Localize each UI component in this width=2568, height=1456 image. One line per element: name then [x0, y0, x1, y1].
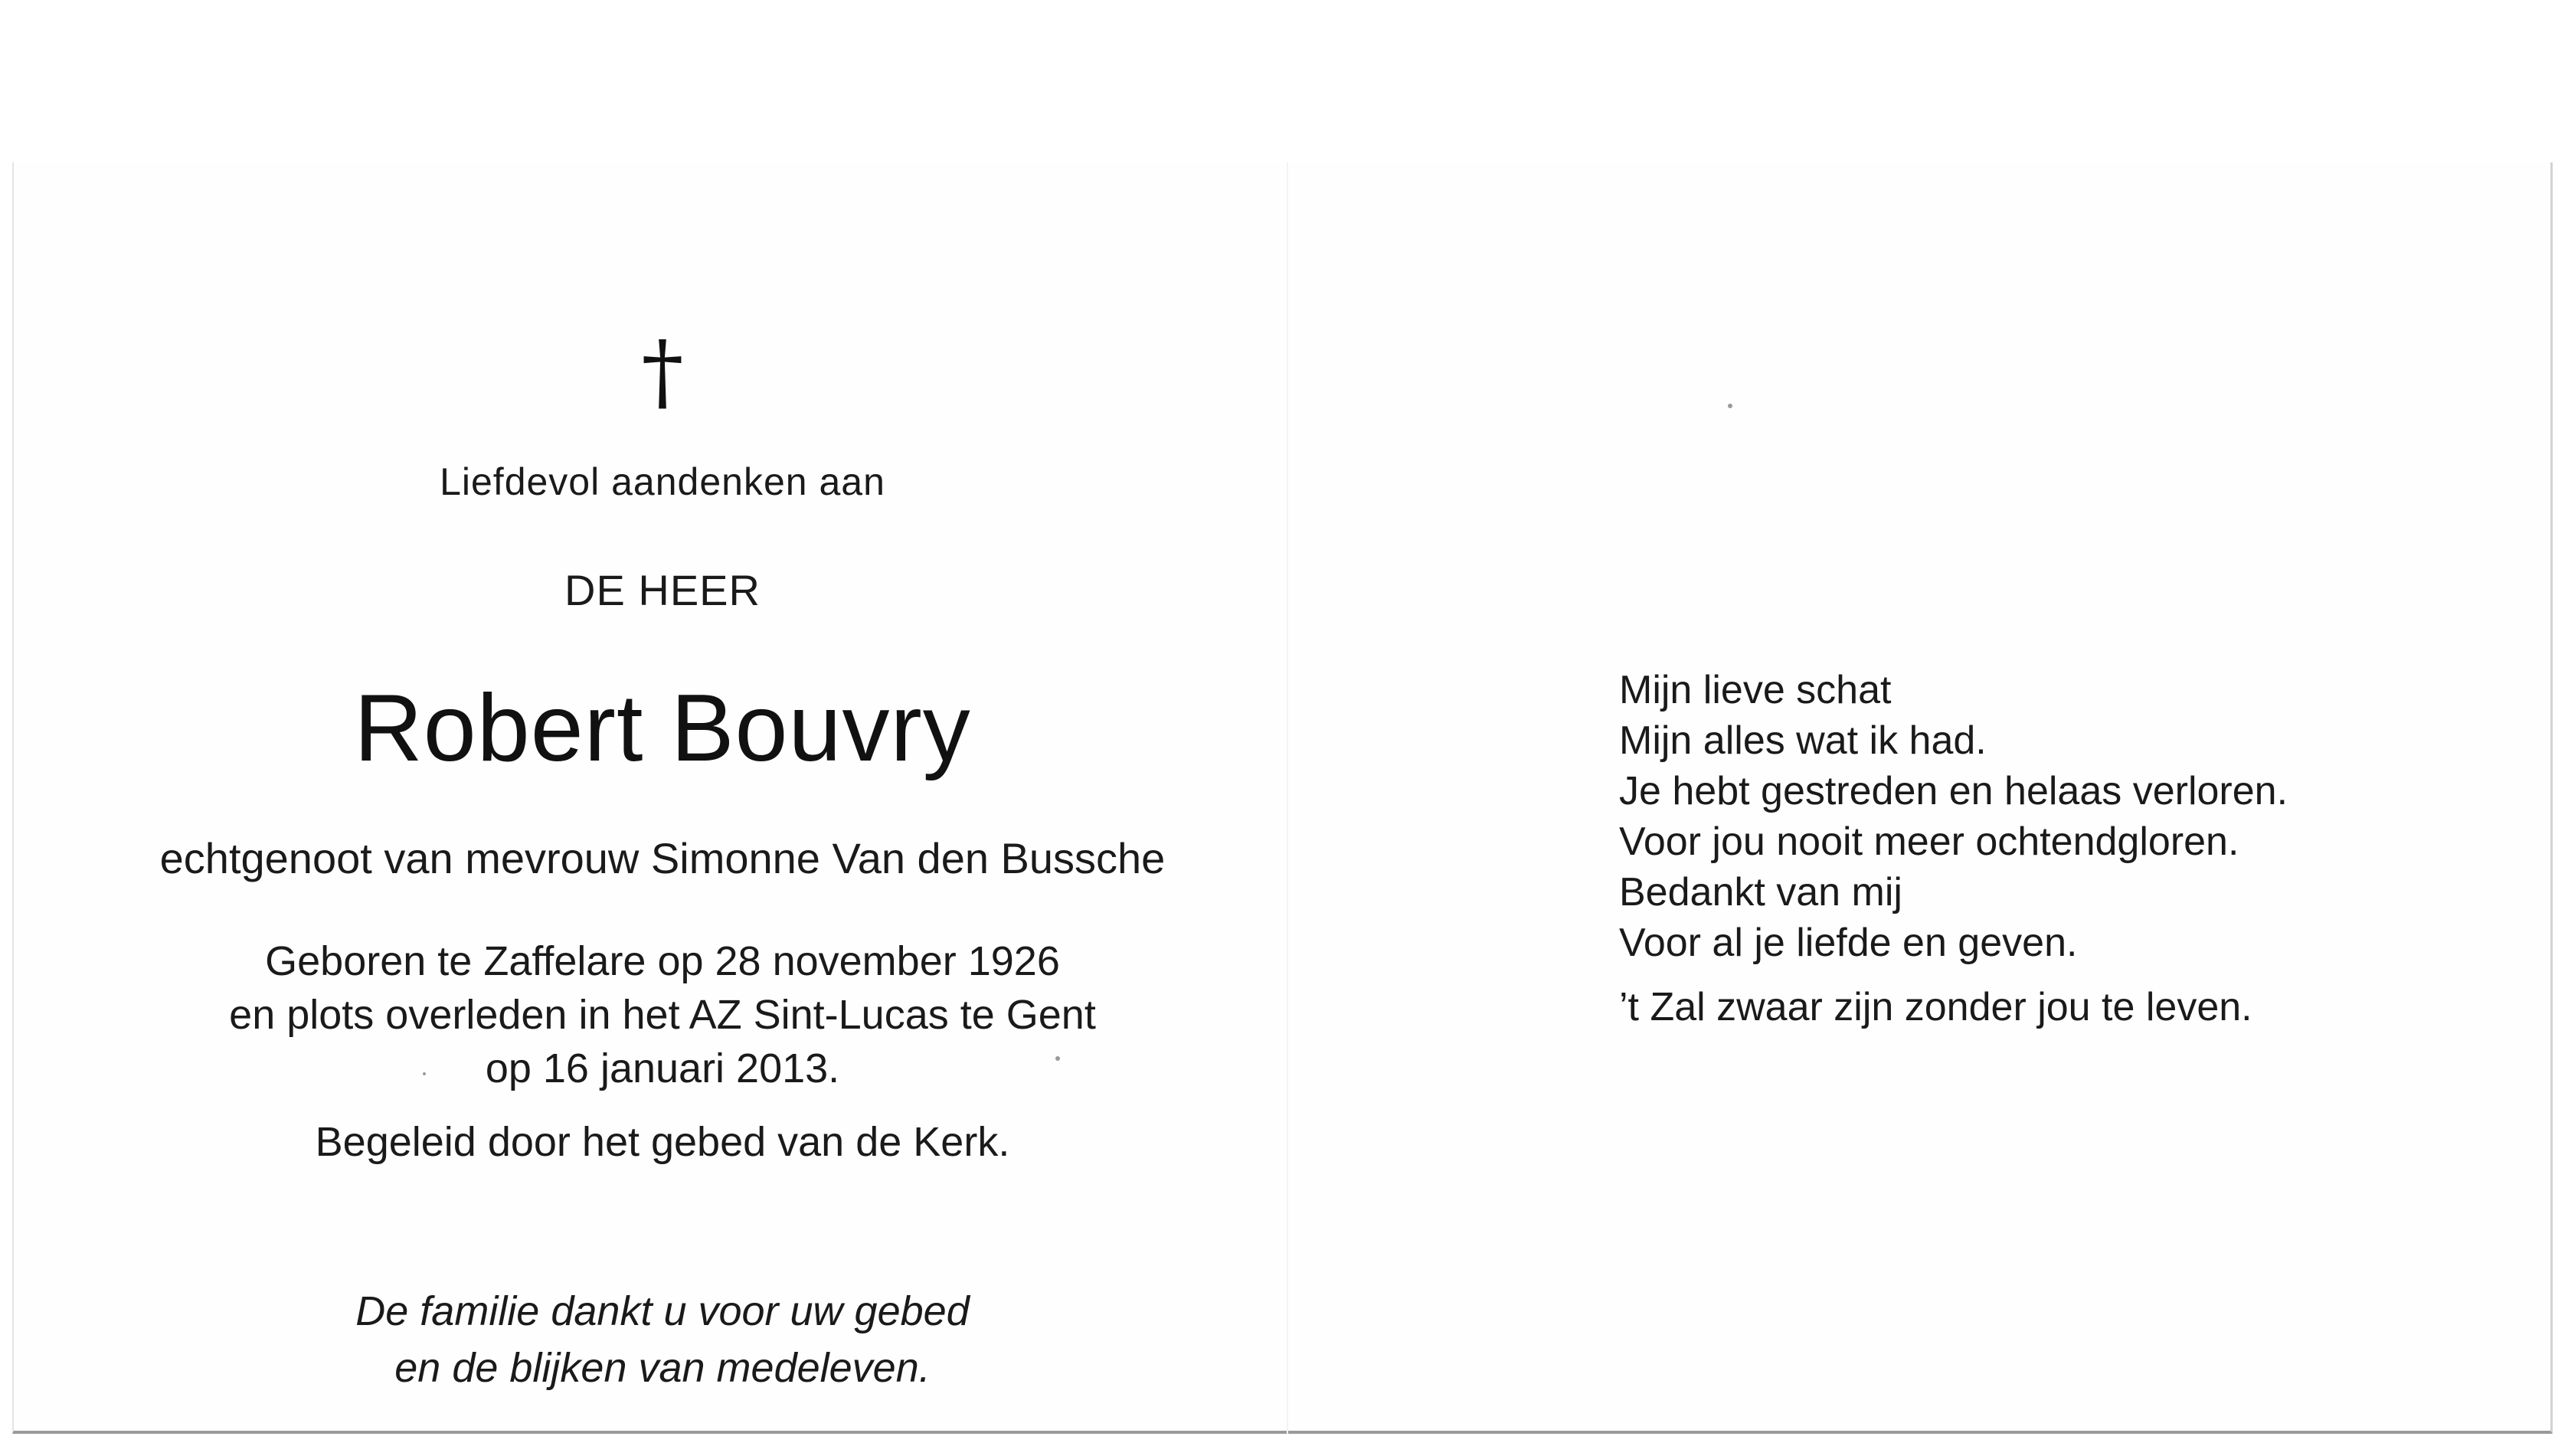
poem-line: Je hebt gestreden en helaas verloren.	[1619, 769, 2288, 813]
spouse-line: echtgenoot van mevrouw Simonne Van den Bussche	[159, 834, 1166, 882]
paper-speck	[1055, 1056, 1060, 1061]
card-fold-line	[1287, 162, 1288, 1434]
death-date-line: op 16 januari 2013.	[485, 1045, 840, 1091]
birth-line: Geboren te Zaffelare op 28 november 1926	[265, 938, 1060, 984]
poem-line: Voor al je liefde en geven.	[1619, 921, 2078, 965]
poem-line: Voor jou nooit meer ochtendgloren.	[1619, 820, 2239, 864]
poem-line: Bedankt van mij	[1619, 870, 1902, 914]
birth-death-block	[115, 934, 1210, 1095]
paper-speck	[1728, 404, 1732, 408]
thanks-line: De familie dankt u voor uw gebed	[355, 1288, 970, 1334]
thanks-block	[115, 1283, 1210, 1396]
poem-line: Mijn lieve schat	[1619, 668, 1892, 712]
poem-closing-line: ’t Zal zwaar zijn zonder jou te leven.	[1619, 985, 2252, 1029]
cross-icon: †	[641, 322, 684, 420]
death-place-line: en plots overleden in het AZ Sint-Lucas te Gent	[229, 992, 1096, 1038]
intro-text: Liefdevol aandenken aan	[440, 460, 885, 503]
paper-speck	[423, 1072, 426, 1075]
poem	[1619, 665, 2288, 1032]
church-line: Begeleid door het gebed van de Kerk.	[315, 1119, 1010, 1165]
thanks-line: en de blijken van medeleven.	[394, 1345, 931, 1391]
deceased-name: Robert Bouvry	[354, 676, 971, 781]
honorific-title: DE HEER	[564, 566, 761, 614]
poem-line: Mijn alles wat ik had.	[1619, 718, 1987, 763]
